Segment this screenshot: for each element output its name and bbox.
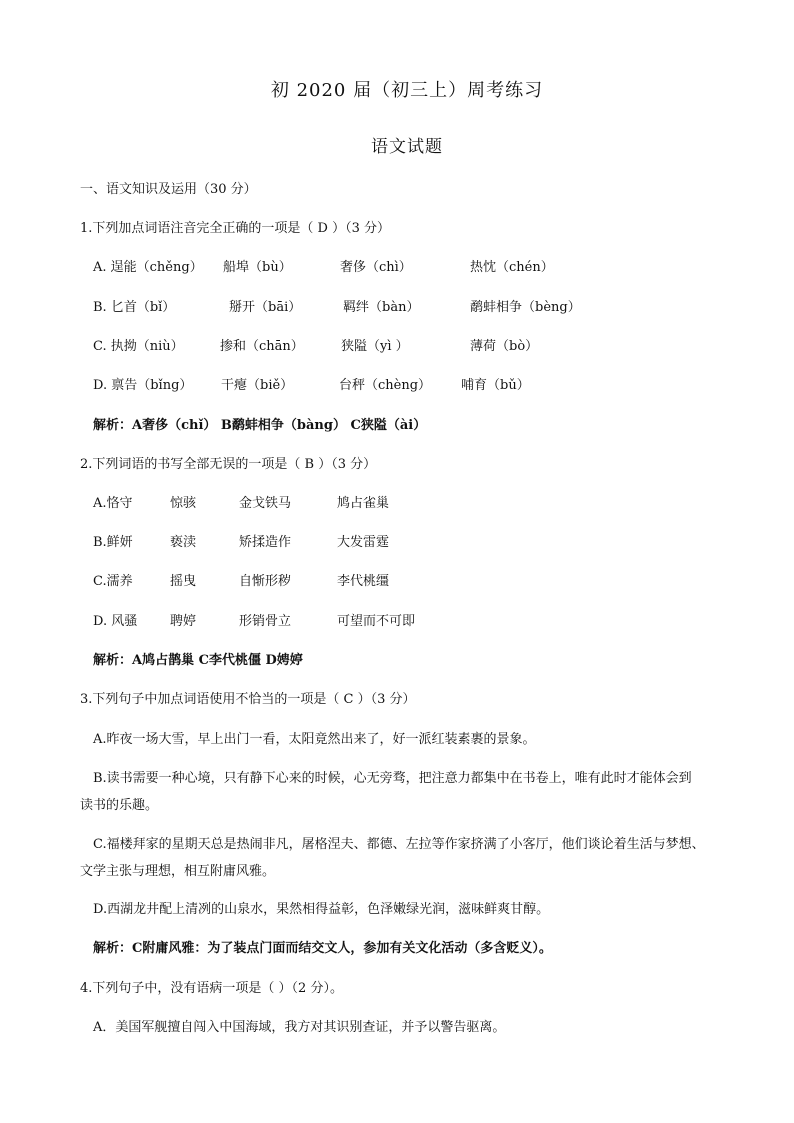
option-item: B.鲜妍 [93,535,133,550]
option-item: 船埠（bù） [223,260,292,275]
option-item: 掺和（chān） [220,339,304,354]
option-item: A.恪守 [93,496,133,511]
question-4-stem: 4.下列句子中，没有语病一项是（ ）（2 分）。 [80,981,343,996]
question-4-option-a: A．美国军舰擅自闯入中国海域，我方对其识别查证，并予以警告驱离。 [93,1020,506,1035]
option-item: 自惭形秽 [239,574,292,589]
option-item: 掰开（bāi） [229,300,302,315]
page-title: 初 2020 届（初三上）周考练习 [270,80,544,101]
option-item: 矫揉造作 [239,535,292,550]
option-item: 可望而不可即 [337,614,416,629]
question-1-stem: 1.下列加点词语注音完全正确的一项是（ D ）（3 分） [80,221,390,236]
option-item: 羁绊（bàn） [343,300,420,315]
option-item: 薄荷（bò） [470,339,539,354]
option-item: 聘婷 [170,614,197,629]
question-3-option-d: D.西湖龙井配上清冽的山泉水，果然相得益彰，色泽嫩绿光润，滋味鲜爽甘醇。 [93,902,550,917]
option-item: D. 禀告（bǐng） [93,378,193,393]
question-3-option-c-cont: 文学主张与理想，相互附庸风雅。 [80,864,276,879]
option-item: C. 执拗（niù） [93,339,184,354]
option-item: 奢侈（chì） [340,260,412,275]
option-item: 金戈铁马 [239,496,292,511]
option-item: 台秤（chèng） [339,378,432,393]
option-item: A. 逞能（chěng） [93,260,203,275]
question-3-option-a: A.昨夜一场大雪，早上出门一看，太阳竟然出来了，好一派红装素裹的景象。 [93,732,536,747]
option-item: C.濡养 [93,574,133,589]
section-heading: 一、语文知识及运用（30 分） [80,182,257,197]
option-item: 鸠占雀巢 [337,496,390,511]
question-1-analysis: 解析：A奢侈（chǐ） B鹬蚌相争（bàng） C狭隘（ài） [93,418,427,433]
question-3-option-c: C.福楼拜家的星期天总是热闹非凡，屠格涅夫、都德、左拉等作家挤满了小客厅，他们谈论着生活与梦想、 [93,837,705,852]
option-item: 形销骨立 [239,614,292,629]
question-3-analysis: 解析：C附庸风雅：为了装点门面而结交文人，参加有关文化活动（多含贬义）。 [93,941,552,956]
option-item: 摇曳 [170,574,197,589]
option-item: 亵渎 [170,535,197,550]
option-item: 热忱（chén） [470,260,554,275]
option-item: B. 匕首（bǐ） [93,300,176,315]
option-item: 惊骇 [170,496,197,511]
option-item: 狭隘（yì ） [341,339,409,354]
page-subtitle: 语文试题 [371,137,443,157]
question-2-stem: 2.下列词语的书写全部无误的一项是（ B ）（3 分） [80,457,377,472]
question-3-stem: 3.下列句子中加点词语使用不恰当的一项是（ C ）（3 分） [80,692,416,707]
option-item: 哺育（bǔ） [461,378,530,393]
option-item: D. 风骚 [93,614,138,629]
option-item: 干瘪（biě） [221,378,294,393]
option-item: 鹬蚌相争（bèng） [470,300,581,315]
question-3-option-b-cont: 读书的乐趣。 [80,798,159,813]
question-2-analysis: 解析：A鸠占鹊巢 C李代桃僵 D娉婷 [93,653,303,668]
option-item: 大发雷霆 [337,535,390,550]
option-item: 李代桃缰 [337,574,390,589]
question-3-option-b: B.读书需要一种心境，只有静下心来的时候，心无旁骛，把注意力都集中在书卷上，唯有此时才能体会到 [93,771,692,786]
